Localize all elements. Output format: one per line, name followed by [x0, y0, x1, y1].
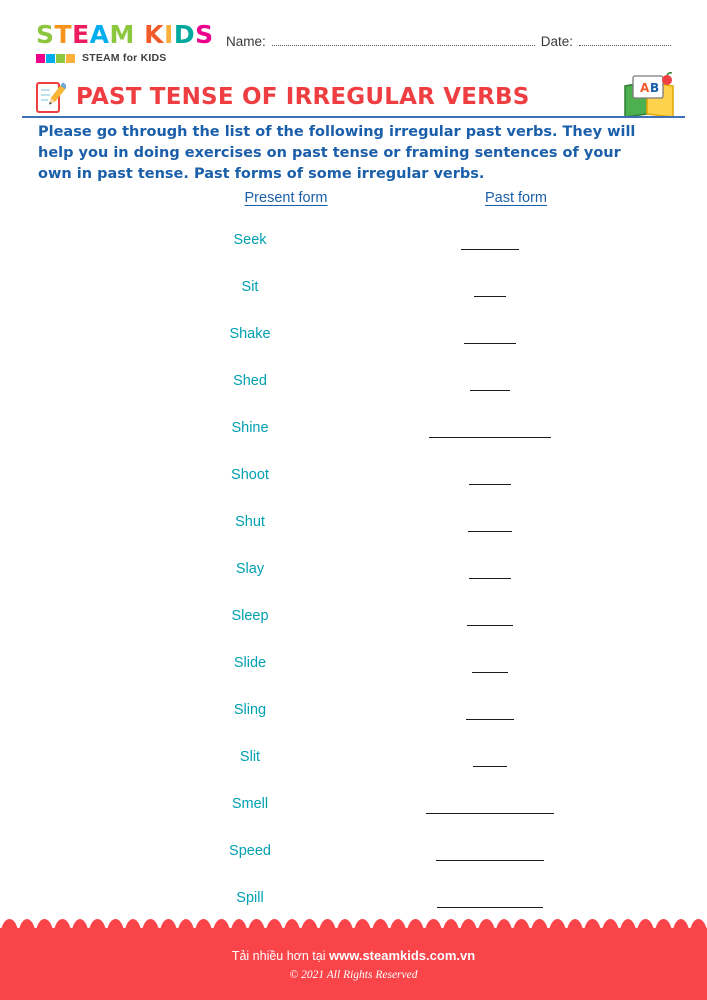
answer-line[interactable]	[470, 390, 510, 391]
present-form-word: Slit	[239, 749, 261, 765]
answer-line[interactable]	[464, 343, 516, 344]
past-form-answer-blank[interactable]	[390, 514, 590, 536]
past-form-answer-blank[interactable]	[390, 890, 590, 912]
footer-prefix: Tải nhiều hơn tại	[231, 949, 329, 963]
present-form-word: Spill	[236, 890, 264, 906]
present-form-word: Sit	[241, 279, 259, 295]
present-form-word: Sling	[233, 702, 267, 718]
answer-line[interactable]	[468, 531, 512, 532]
past-form-answer-blank[interactable]	[390, 232, 590, 254]
present-form-word: Seek	[233, 232, 267, 248]
past-form-answer-blank[interactable]	[390, 279, 590, 301]
verb-row	[36, 414, 671, 461]
present-form-word: Shoot	[231, 467, 269, 483]
present-form-word: Shut	[235, 514, 265, 530]
answer-line[interactable]	[466, 719, 514, 720]
name-date-row	[226, 22, 671, 49]
answer-line[interactable]	[469, 578, 511, 579]
verb-row	[36, 837, 671, 884]
present-form-word: Speed	[229, 843, 271, 859]
verb-row	[36, 461, 671, 508]
past-form-answer-blank[interactable]	[390, 655, 590, 677]
present-form-word: Smell	[231, 796, 269, 812]
answer-line[interactable]	[474, 296, 506, 297]
verb-list	[36, 226, 671, 931]
verb-row	[36, 649, 671, 696]
page-footer	[0, 928, 707, 1000]
present-form-word: Slay	[235, 561, 265, 577]
answer-line[interactable]	[473, 766, 507, 767]
verb-row	[36, 555, 671, 602]
answer-line[interactable]	[437, 907, 543, 908]
svg-text:A: A	[640, 81, 650, 95]
verb-row	[36, 273, 671, 320]
verb-row	[36, 226, 671, 273]
answer-line[interactable]	[469, 484, 511, 485]
column-headings	[36, 190, 671, 214]
past-form-answer-blank[interactable]	[390, 373, 590, 395]
answer-line[interactable]	[426, 813, 554, 814]
page-title: PAST TENSE OF IRREGULAR VERBS	[76, 84, 530, 110]
present-form-word: Shed	[233, 373, 267, 389]
present-form-word: Sleep	[231, 608, 269, 624]
past-form-answer-blank[interactable]	[390, 843, 590, 865]
name-input-line[interactable]	[272, 35, 535, 46]
date-input-line[interactable]	[579, 35, 671, 46]
footer-website[interactable]: www.steamkids.com.vn	[328, 948, 476, 963]
past-form-answer-blank[interactable]	[390, 702, 590, 724]
brand-tagline-row	[36, 52, 226, 64]
page-header	[36, 22, 671, 76]
present-form-word: Shake	[229, 326, 271, 342]
footer-source-line	[0, 948, 707, 963]
answer-line[interactable]	[467, 625, 513, 626]
past-form-answer-blank[interactable]	[390, 796, 590, 818]
answer-line[interactable]	[461, 249, 519, 250]
past-form-answer-blank[interactable]	[390, 420, 590, 442]
instructions-text: Please go through the list of the following irregular past verbs. They will help you in doing exercises on past tense or framing sentences of your own in past tense. Past forms of some irregular verbs.	[38, 124, 636, 183]
present-form-word: Slide	[233, 655, 267, 671]
column-heading-past: Past form	[484, 190, 548, 206]
verb-row	[36, 790, 671, 837]
past-form-answer-blank[interactable]	[390, 608, 590, 630]
pencil-icon	[36, 80, 66, 114]
column-heading-present: Present form	[244, 190, 328, 206]
verb-row	[36, 508, 671, 555]
svg-text:B: B	[650, 81, 660, 95]
present-form-word: Shine	[231, 420, 269, 436]
brand-tagline: STEAM for KIDS	[82, 52, 167, 64]
footer-copyright: © 2021 All Rights Reserved	[289, 969, 418, 981]
past-form-answer-blank[interactable]	[390, 749, 590, 771]
abc-book-icon	[621, 72, 677, 120]
answer-line[interactable]	[429, 437, 551, 438]
verb-row	[36, 743, 671, 790]
verb-row	[36, 320, 671, 367]
verb-row	[36, 696, 671, 743]
title-divider	[22, 116, 685, 118]
brand-logo-text: STEAM KIDS	[36, 20, 214, 49]
scallop-edge	[0, 919, 707, 939]
answer-line[interactable]	[436, 860, 544, 861]
verb-row	[36, 367, 671, 414]
verb-row	[36, 602, 671, 649]
brand-logo	[36, 22, 226, 64]
past-form-answer-blank[interactable]	[390, 467, 590, 489]
past-form-answer-blank[interactable]	[390, 561, 590, 583]
past-form-answer-blank[interactable]	[390, 326, 590, 348]
brand-color-swatches	[36, 54, 76, 63]
name-label: Name:	[226, 34, 266, 49]
answer-line[interactable]	[472, 672, 508, 673]
date-label: Date:	[540, 34, 573, 49]
title-row	[36, 80, 677, 114]
